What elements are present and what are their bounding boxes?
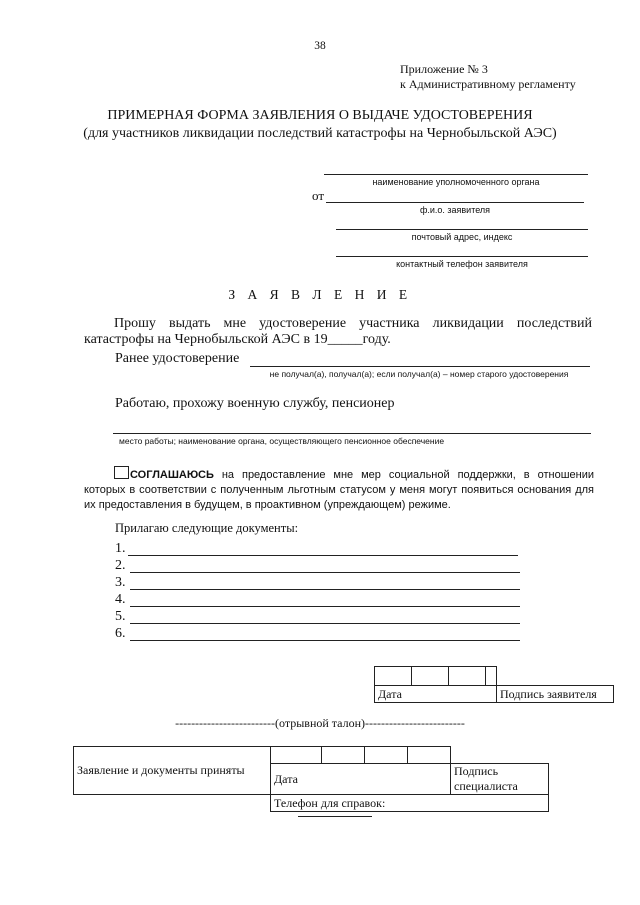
receipt-phone-label[interactable]: Телефон для справок: (271, 795, 549, 812)
applicant-signature-label: Подпись заявителя (497, 686, 614, 703)
previous-label: Ранее удостоверение (115, 351, 240, 366)
from-label: от (312, 188, 325, 203)
applicant-signature-table (374, 666, 614, 703)
phone-caption: контактный телефон заявителя (396, 259, 528, 269)
page-number: 38 (314, 40, 326, 52)
applicant-date-label: Дата (375, 686, 497, 703)
receipt-date-label: Дата (271, 764, 451, 795)
work-caption: место работы; наименование органа, осуществляющего пенсионное обеспечение (119, 436, 445, 446)
consent-bold: СОГЛАШАЮСЬ (130, 469, 214, 481)
appendix-note (400, 62, 576, 92)
date-cell-month[interactable] (412, 667, 449, 686)
appendix-line-1: Приложение № 3 (400, 62, 488, 76)
doc-item-line[interactable] (130, 589, 520, 590)
receipt-table (73, 746, 549, 812)
footer-rule (298, 816, 372, 817)
form-title: ПРИМЕРНАЯ ФОРМА ЗАЯВЛЕНИЯ О ВЫДАЧЕ УДОСТОВЕРЕНИЯ (107, 108, 533, 123)
attachments-label: Прилагаю следующие документы: (115, 521, 299, 535)
doc-item-number: 2. (115, 558, 126, 573)
request-text: Прошу выдать мне удостоверение участника ликвидации последствий катастрофы на Чернобыльской АЭС в 19_____году. (84, 316, 592, 347)
organ-line[interactable] (324, 174, 588, 175)
tear-off-line: -------------------------(отрывной талон)------------------------- (175, 716, 465, 730)
receipt-date-cell-month[interactable] (322, 747, 365, 764)
doc-item-number: 3. (115, 575, 126, 590)
appendix-line-2: к Административному регламенту (400, 77, 576, 91)
receipt-date-cell-year[interactable] (365, 747, 408, 764)
date-cell-day[interactable] (375, 667, 412, 686)
phone-line[interactable] (336, 256, 588, 257)
form-subtitle: (для участников ликвидации последствий катастрофы на Чернобыльской АЭС) (83, 126, 557, 141)
statement-heading: З А Я В Л Е Н И Е (228, 287, 412, 302)
address-caption: почтовый адрес, индекс (411, 232, 513, 242)
signature-blank[interactable] (497, 667, 614, 686)
doc-item-line[interactable] (130, 606, 520, 607)
work-line[interactable] (113, 433, 591, 434)
doc-item-line[interactable] (130, 572, 520, 573)
consent-paragraph (84, 466, 594, 513)
receipt-accepted-label: Заявление и документы приняты (74, 747, 271, 795)
consent-text: на предоставление мне мер социальной поддержки, в отношении которых в соответствии с полученным льготным статусом у меня могут появиться основания для их предоставления в будущем, в проактивном (упреждающем) режиме. (84, 469, 594, 511)
receipt-date-cell-day[interactable] (271, 747, 322, 764)
receipt-signature-blank[interactable] (451, 747, 549, 764)
receipt-empty-cell (74, 795, 271, 812)
fio-line[interactable] (326, 202, 584, 203)
doc-item-number: 4. (115, 592, 126, 607)
organ-caption: наименование уполномоченного органа (372, 177, 540, 187)
address-line[interactable] (336, 229, 588, 230)
doc-item-line[interactable] (130, 623, 520, 624)
date-cell-extra[interactable] (486, 667, 497, 686)
fio-caption: ф.и.о. заявителя (419, 205, 491, 215)
doc-item-number: 1. (115, 541, 126, 556)
date-cell-year[interactable] (449, 667, 486, 686)
work-label: Работаю, прохожу военную службу, пенсионер (115, 396, 395, 411)
doc-item-number: 5. (115, 609, 126, 624)
receipt-signature-label: Подпись специалиста (451, 764, 549, 795)
consent-checkbox[interactable] (114, 466, 129, 479)
doc-item-line[interactable] (128, 555, 518, 556)
receipt-date-cell-extra[interactable] (408, 747, 451, 764)
previous-caption: не получал(а), получал(а); если получал(а) – номер старого удостоверения (269, 369, 569, 379)
doc-item-number: 6. (115, 626, 126, 641)
previous-line[interactable] (250, 366, 590, 367)
doc-item-line[interactable] (130, 640, 520, 641)
